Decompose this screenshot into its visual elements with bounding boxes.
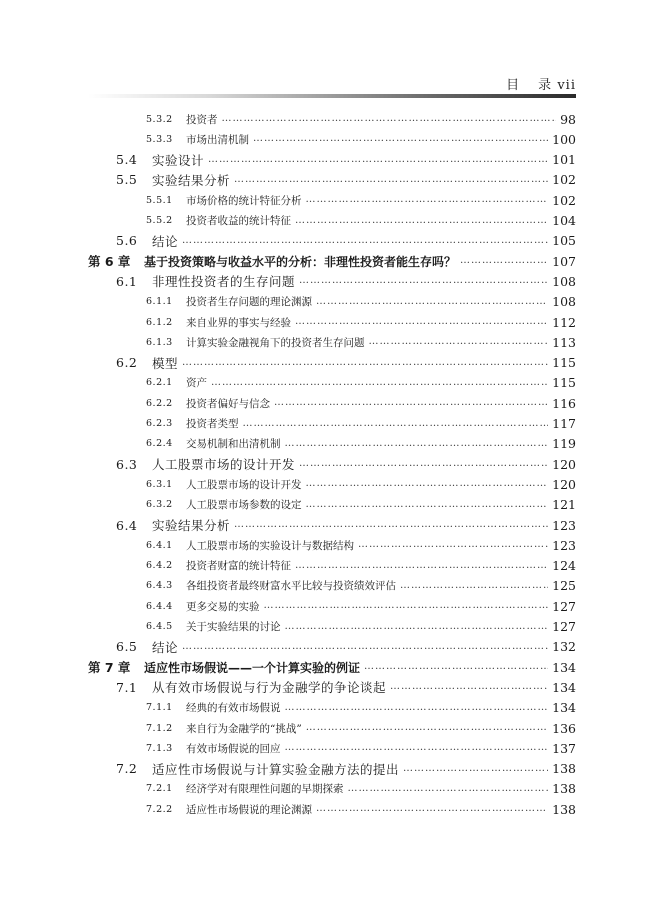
toc-leader-dots <box>348 784 549 794</box>
toc-leader-dots <box>285 703 549 713</box>
toc-entry-page: 105 <box>552 233 576 249</box>
toc-entry-number: 6.1.1 <box>146 296 173 308</box>
toc-entry <box>0 778 576 800</box>
toc-entry <box>0 433 576 455</box>
toc-leader-dots <box>306 195 549 205</box>
toc-entry-title: 更多交易的实验 <box>186 600 260 613</box>
toc-entry <box>0 128 576 150</box>
toc-entry-page: 100 <box>552 131 576 147</box>
toc-entry <box>0 575 576 597</box>
toc-entry-number: 7.2 <box>116 761 138 777</box>
toc-entry <box>0 169 576 191</box>
toc-leader-dots <box>208 155 548 165</box>
toc-leader-dots <box>222 114 557 124</box>
toc-entry <box>0 737 576 759</box>
toc-entry-number: 7.1.1 <box>146 702 173 714</box>
running-head-section: 目 <box>506 78 521 93</box>
toc-entry <box>0 616 576 638</box>
toc-entry-title: 投资者财富的统计特征 <box>186 560 291 573</box>
toc-entry-title: 投资者偏好与信念 <box>186 397 270 410</box>
toc-leader-dots <box>316 804 548 814</box>
toc-entry-title: 投资者收益的统计特征 <box>186 215 291 227</box>
toc-entry-page: 138 <box>552 761 576 777</box>
toc-entry-number: 6.4.5 <box>146 621 173 632</box>
toc-entry-number: 5.5.2 <box>146 215 173 226</box>
toc-entry-number: 6.2.4 <box>146 438 173 450</box>
toc-entry-number: 5.3.2 <box>146 113 173 125</box>
toc-leader-dots <box>364 662 548 672</box>
toc-entry <box>0 494 576 516</box>
toc-entry-number: 7.1.3 <box>146 742 173 754</box>
toc-leader-dots <box>182 358 548 368</box>
toc-entry-page: 138 <box>552 781 576 797</box>
toc-entry <box>0 230 576 252</box>
running-head <box>506 74 576 93</box>
toc-entry <box>0 108 576 130</box>
toc-entry-number: 6.2.2 <box>146 397 173 409</box>
toc-entry-title: 有效市场假说的回应 <box>186 742 281 755</box>
toc-entry <box>0 311 576 333</box>
toc-entry-page: 102 <box>552 192 576 208</box>
toc-entry-page: 104 <box>552 213 576 228</box>
toc-entry-number: 6.3.1 <box>146 478 173 490</box>
toc-leader-dots <box>460 256 548 266</box>
toc-entry-number: 6.1.3 <box>146 336 173 348</box>
toc-entry-number: 6.4.4 <box>146 600 173 612</box>
toc-entry <box>0 250 576 272</box>
toc-entry-title: 人工股票市场的实验设计与数据结构 <box>186 539 354 552</box>
toc-entry-title: 市场出清机制 <box>186 133 249 146</box>
toc-entry-number: 6.4.3 <box>146 580 173 592</box>
toc-entry-title: 人工股票市场的设计开发 <box>152 457 296 473</box>
toc-leader-dots <box>306 500 549 510</box>
toc-entry-title: 交易机制和出清机制 <box>186 438 281 451</box>
toc-entry-title: 从有效市场假说与行为金融学的争论谈起 <box>152 680 387 696</box>
toc-entry-title: 经济学对有限理性问题的早期探索 <box>186 783 344 796</box>
toc-entry-page: 123 <box>552 517 576 533</box>
toc-entry <box>0 697 576 719</box>
toc-entry-number: 7.1.2 <box>146 722 173 734</box>
toc-entry-title: 经典的有效市场假说 <box>186 702 281 715</box>
toc-leader-dots <box>243 419 549 429</box>
toc-entry-page: 127 <box>552 619 576 634</box>
toc-entry <box>0 636 576 658</box>
toc-entry-number: 7.1 <box>116 679 138 695</box>
toc-entry-page: 107 <box>552 253 576 269</box>
toc-leader-dots <box>253 134 548 144</box>
toc-entry <box>0 534 576 556</box>
toc-entry-page: 134 <box>552 659 576 675</box>
toc-entry-page: 125 <box>552 578 576 594</box>
toc-entry <box>0 514 576 536</box>
toc-entry-page: 138 <box>552 801 576 817</box>
toc-entry-title: 资产 <box>186 377 207 390</box>
toc-entry-title: 计算实验金融视角下的投资者生存问题 <box>186 336 365 349</box>
toc-entry <box>0 473 576 495</box>
toc-entry-title: 来自行为金融学的“挑战” <box>186 722 302 735</box>
toc-leader-dots <box>295 216 548 226</box>
toc-entry <box>0 210 576 232</box>
toc-leader-dots <box>182 642 548 652</box>
toc-entry <box>0 758 576 780</box>
toc-entry-title: 结论 <box>152 639 179 655</box>
toc-entry-title: 实验结果分析 <box>152 518 231 533</box>
toc-entry-title: 人工股票市场的设计开发 <box>186 478 302 491</box>
running-head-label: 录 <box>538 78 553 93</box>
toc-entry-number: 5.5.1 <box>146 194 173 206</box>
toc-leader-dots <box>285 622 549 632</box>
toc-entry <box>0 352 576 374</box>
toc-entry <box>0 270 576 292</box>
toc-leader-dots <box>369 337 549 347</box>
toc-entry <box>0 676 576 698</box>
toc-entry <box>0 189 576 211</box>
toc-entry-title: 模型 <box>152 355 179 371</box>
toc-entry <box>0 595 576 617</box>
toc-leader-dots <box>403 764 548 774</box>
toc-leader-dots <box>306 723 548 733</box>
toc-entry-title: 投资者类型 <box>186 418 239 430</box>
toc-entry <box>0 291 576 313</box>
toc-entry-page: 123 <box>552 537 576 553</box>
toc-entry-title: 人工股票市场参数的设定 <box>186 499 302 512</box>
toc-leader-dots <box>299 459 548 469</box>
toc-entry-page: 116 <box>552 395 576 411</box>
toc-leader-dots <box>234 520 548 530</box>
toc-entry-page: 121 <box>552 497 576 513</box>
toc-entry-page: 98 <box>560 111 576 127</box>
toc-entry <box>0 392 576 414</box>
toc-entry-title: 来自业界的事实与经验 <box>186 316 291 329</box>
toc-entry-page: 108 <box>552 294 576 310</box>
toc-entry-title: 投资者 <box>186 113 218 126</box>
toc-entry <box>0 372 576 394</box>
toc-entry-title: 非理性投资者的生存问题 <box>152 274 296 290</box>
toc-entry-page: 136 <box>552 720 576 736</box>
toc-entry-page: 113 <box>552 334 576 350</box>
toc-entry-number: 6.3.2 <box>146 499 173 511</box>
toc-leader-dots <box>299 276 548 286</box>
header-rule <box>88 94 576 98</box>
toc-leader-dots <box>295 317 548 327</box>
toc-entry-number: 第 7 章 <box>88 660 131 676</box>
toc-entry-number: 6.2.1 <box>146 377 173 389</box>
toc-entry-page: 127 <box>552 598 576 614</box>
toc-entry <box>0 798 576 820</box>
toc-entry-number: 5.4 <box>116 152 138 168</box>
toc-leader-dots <box>358 540 548 550</box>
toc-entry-number: 6.1 <box>116 273 138 289</box>
toc-entry-number: 6.5 <box>116 639 138 655</box>
toc-entry-page: 112 <box>552 314 576 330</box>
toc-entry-number: 6.2 <box>116 355 138 371</box>
toc-leader-dots <box>234 175 548 185</box>
toc-entry-number: 5.3.3 <box>146 133 173 145</box>
toc-entry-number: 5.6 <box>116 233 138 249</box>
toc-entry-number: 6.4.1 <box>146 539 173 551</box>
toc-entry-title: 适应性市场假说——一个计算实验的例证 <box>144 660 361 675</box>
toc-entry-page: 132 <box>552 639 576 655</box>
toc-entry-page: 102 <box>552 172 576 188</box>
toc-entry <box>0 656 576 678</box>
toc-entry-page: 137 <box>552 740 576 756</box>
toc-entry-page: 134 <box>552 679 576 695</box>
toc-entry <box>0 717 576 739</box>
toc-entry <box>0 413 576 435</box>
toc-entry-page: 134 <box>552 700 576 716</box>
toc-entry-title: 结论 <box>152 233 179 249</box>
toc-entry-number: 5.5 <box>116 172 138 188</box>
toc-leader-dots <box>182 236 548 246</box>
toc-entry-page: 115 <box>552 355 576 371</box>
toc-entry-page: 108 <box>552 273 576 289</box>
toc-entry-page: 117 <box>552 416 576 431</box>
toc-entry-number: 7.2.2 <box>146 803 173 815</box>
toc-leader-dots <box>390 682 548 692</box>
toc-entry-title: 关于实验结果的讨论 <box>186 621 281 633</box>
toc-entry <box>0 555 576 577</box>
toc-leader-dots <box>264 601 549 611</box>
toc-leader-dots <box>306 479 549 489</box>
toc-leader-dots <box>316 297 548 307</box>
toc-leader-dots <box>400 581 548 591</box>
toc-leader-dots <box>285 743 549 753</box>
toc-leader-dots <box>274 398 548 408</box>
toc-entry-page: 101 <box>552 152 576 168</box>
toc-entry-title: 市场价格的统计特征分析 <box>186 194 302 207</box>
toc-entry-page: 120 <box>552 476 576 492</box>
toc-entry-page: 120 <box>552 456 576 472</box>
toc-entry-number: 6.3 <box>116 456 138 472</box>
toc-entry-number: 6.1.2 <box>146 316 173 328</box>
toc-leader-dots <box>295 561 548 571</box>
toc-entry-number: 6.4.2 <box>146 560 173 572</box>
toc-entry-number: 6.2.3 <box>146 418 173 429</box>
toc-entry-title: 各组投资者最终财富水平比较与投资绩效评估 <box>186 580 396 593</box>
toc-entry-page: 115 <box>552 375 576 391</box>
toc-entry-number: 7.2.1 <box>146 783 173 795</box>
toc-entry-title: 基于投资策略与收益水平的分析：非理性投资者能生存吗？ <box>144 254 457 269</box>
toc-entry-number: 第 6 章 <box>88 254 131 270</box>
page-header <box>88 66 576 98</box>
toc-entry-title: 投资者生存问题的理论渊源 <box>186 296 312 309</box>
toc-entry-title: 适应性市场假说的理论渊源 <box>186 803 312 816</box>
toc-entry-number: 6.4 <box>116 517 138 533</box>
toc-entry <box>0 331 576 353</box>
toc-leader-dots <box>285 439 549 449</box>
toc-entry-page: 124 <box>552 558 576 574</box>
toc-entry-title: 适应性市场假说与计算实验金融方法的提出 <box>152 761 400 777</box>
toc-entry-title: 实验设计 <box>152 152 205 168</box>
toc-leader-dots <box>211 378 548 388</box>
toc-entry <box>0 149 576 171</box>
toc-entry-title: 实验结果分析 <box>152 172 231 188</box>
page-number: vii <box>557 78 576 93</box>
toc-entry-page: 119 <box>552 436 576 452</box>
toc-entry <box>0 453 576 475</box>
